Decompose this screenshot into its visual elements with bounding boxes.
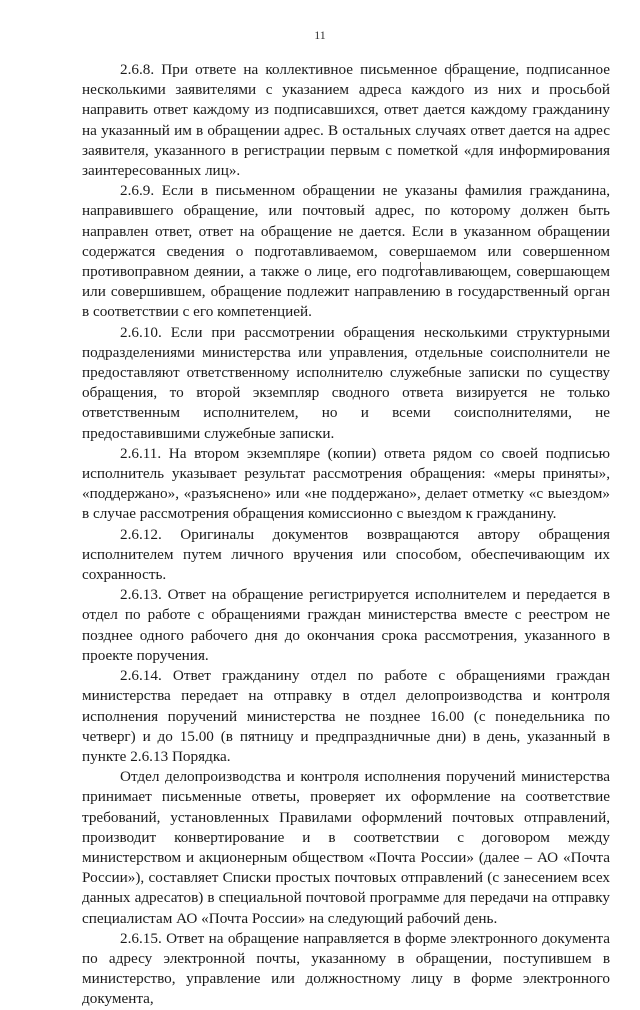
- paragraph-2-6-11: 2.6.11. На втором экземпляре (копии) ответа рядом со своей подписью исполнитель указывает результат рассмотрения обращения: «меры приняты», «поддержано», «разъяснено» или «не поддержано», делает отметку «с выездом» в случае рассмотрения обращения комиссионно с выездом к гражданину.: [82, 444, 610, 523]
- paragraph-2-6-13: 2.6.13. Ответ на обращение регистрируется исполнителем и передается в отдел по работе с обращениями граждан министерства вместе с реестром не позднее одного рабочего дня до окончания срока рассмотрения, указанного в проекте поручения.: [82, 586, 610, 664]
- paragraph-2-6-15: 2.6.15. Ответ на обращение направляется в форме электронного документа по адресу электронной почты, указанному в обращении, поступившем в министерство, управление или должностному лицу в форме электронного документа,: [82, 929, 610, 1008]
- paragraph-2-6-9: 2.6.9. Если в письменном обращении не указаны фамилия гражданина, направившего обращение, или почтовый адрес, по которому должен быть направлен ответ, ответ на обращение не дается. Если в указанном обращении содержатся сведения о подготавливаемом, совершаемом или совершенном противоправном деянии, а также о лице, его подготавливающем, совершающем или совершившем, обращение подлежит направлению в государственный орган в соответствии с его компетенцией.: [82, 182, 610, 321]
- paragraph-records-department: Отдел делопроизводства и контроля исполнения поручений министерства принимает письменные ответы, проверяет их оформление на соответствие требований, установленных Правилами оформлений почтовых отправлений, производит конвертирование и в соответствии с договором между министерством и акционерным обществом «Почта России» (далее – АО «Почта России»), составляет Списки простых почтовых отправлений (с занесением всех данных адресатов) в специальной почтовой программе для передачи на отправку специалистам АО «Почта России» на следующий рабочий день.: [82, 768, 610, 927]
- page-number: 11: [314, 28, 326, 42]
- document-body: [82, 60, 610, 1010]
- paragraph-2-6-8: 2.6.8. При ответе на коллективное письменное обращение, подписанное несколькими заявителями с указанием адреса каждого из них и просьбой направить ответ каждому из подписавшихся, ответ дается каждому гражданину на указанный им в обращении адрес. В остальных случаях ответ дается на адрес заявителя, указанного в регистрации первым с пометкой «для информирования заинтересованных лиц».: [82, 61, 610, 180]
- paragraph-2-6-14: 2.6.14. Ответ гражданину отдел по работе с обращениями граждан министерства передает на отправку в отдел делопроизводства и контроля исполнения поручений министерства не позднее 16.00 (с понедельника по четверг) и до 15.00 (в пятницу и предпраздничные дни) в день, указанный в пункте 2.6.13 Порядка.: [82, 667, 610, 765]
- paragraph-2-6-12: 2.6.12. Оригиналы документов возвращаются автору обращения исполнителем путем личного вручения или способом, обеспечивающим их сохранность.: [82, 525, 610, 584]
- paragraph-2-6-10: 2.6.10. Если при рассмотрении обращения несколькими структурными подразделениями министерства или управления, отдельные соисполнители не предоставляют ответственному исполнителю служебные записки по существу обращения, то второй экземпляр сводного ответа визируется не только ответственным исполнителем, но и всеми соисполнителями, не предоставившими служебные записки.: [82, 323, 610, 442]
